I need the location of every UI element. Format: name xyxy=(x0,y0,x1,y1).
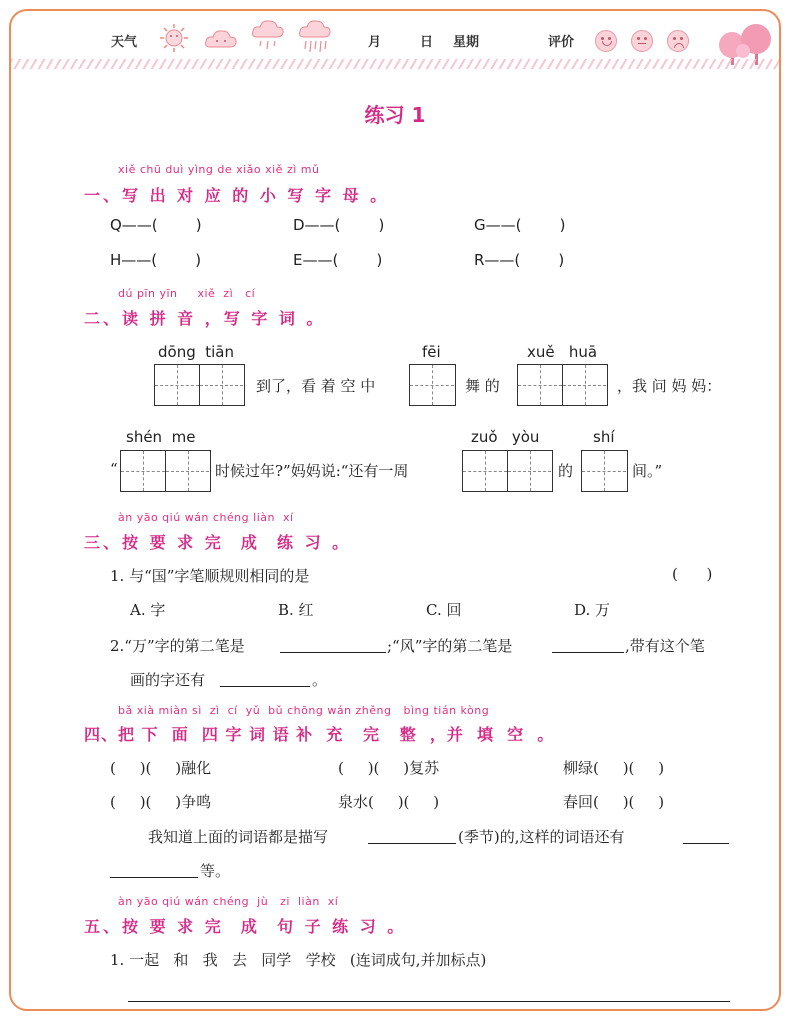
writing-box-zuoyou[interactable] xyxy=(462,450,553,492)
sec4-pinyin: bǎ xià miàn sì zì cí yǔ bǔ chōng wán zhěng bìng tián kòng xyxy=(118,704,490,717)
pinyin-dongtian: dōng tiān xyxy=(158,343,235,361)
option-d[interactable]: D. 万 xyxy=(574,601,611,619)
sec5-pinyin: àn yāo qiú wán chéng jù zi liàn xí xyxy=(118,895,339,908)
sec1-heading: 一、写 出 对 应 的 小 写 字 母 。 xyxy=(84,186,390,205)
sec4-heading: 四、把 下 面 四 字 词 语 补 充 完 整 ，并 填 空 。 xyxy=(84,725,555,744)
sec3-q1: 1. 与“国”字笔顺规则相同的是 xyxy=(110,567,310,585)
sec3-q2-part-e: 。 xyxy=(312,671,328,689)
sec4-fill-part-1: 我知道上面的词语都是描写 xyxy=(148,828,329,846)
idiom-fusu[interactable]: ( )( )复苏 xyxy=(338,759,440,777)
pinyin-shenme: shén me xyxy=(126,428,196,446)
quote-open: “ xyxy=(110,460,118,478)
sec3-q2-part-d: 画的字还有 xyxy=(130,671,206,689)
sentence-part-3: ，我 问 妈 妈： xyxy=(617,377,722,395)
option-c[interactable]: C. 回 xyxy=(426,601,462,619)
worksheet-frame xyxy=(9,9,781,1011)
sec1-item-e[interactable]: E——( ) xyxy=(293,251,383,269)
pinyin-fei: fēi xyxy=(422,343,441,361)
rain-cloud-icon xyxy=(251,19,285,55)
neutral-face-icon[interactable] xyxy=(631,30,653,52)
option-b[interactable]: B. 红 xyxy=(278,601,314,619)
sentence-part-1: 到了，看 着 空 中 xyxy=(256,377,376,395)
answer-line-sentence[interactable] xyxy=(128,1001,730,1002)
option-a[interactable]: A. 字 xyxy=(130,601,166,619)
idiom-liulv[interactable]: 柳绿( )( ) xyxy=(563,759,665,777)
cloud-icon xyxy=(204,27,238,51)
writing-box-dongtian[interactable] xyxy=(154,364,245,406)
sec3-heading: 三、按 要 求 完 成 练 习 。 xyxy=(84,533,352,552)
grass-border xyxy=(11,59,779,69)
sec3-pinyin: àn yāo qiú wán chéng liàn xí xyxy=(118,511,294,524)
sad-face-icon[interactable] xyxy=(667,30,689,52)
sentence-part-6: 间。” xyxy=(632,462,663,480)
sec2-heading: 二、读 拼 音 ，写 字 词 。 xyxy=(84,309,326,328)
rating-label: 评价 xyxy=(548,35,575,50)
answer-line-wan[interactable] xyxy=(280,652,386,653)
sun-icon xyxy=(159,23,189,53)
sec1-item-g[interactable]: G——( ) xyxy=(474,216,566,234)
header-bar xyxy=(11,11,779,67)
answer-line-chars[interactable] xyxy=(220,686,310,687)
sec3-q2-part-b: ;“风”字的第二笔是 xyxy=(387,637,513,655)
answer-line-season[interactable] xyxy=(368,843,456,844)
heavy-rain-cloud-icon xyxy=(298,19,332,57)
sec1-item-d[interactable]: D——( ) xyxy=(293,216,385,234)
sec4-fill-part-2: (季节)的,这样的词语还有 xyxy=(458,828,625,846)
idiom-chunhui[interactable]: 春回( )( ) xyxy=(563,793,665,811)
idiom-zhengming[interactable]: ( )( )争鸣 xyxy=(110,793,212,811)
sec2-pinyin: dú pīn yīn xiě zì cí xyxy=(118,287,256,300)
writing-box-shi[interactable] xyxy=(581,450,628,492)
month-label: 月 xyxy=(368,35,382,50)
day-label: 日 xyxy=(420,35,434,50)
sec4-fill-part-3: 等。 xyxy=(200,862,231,880)
week-label: 星期 xyxy=(453,35,480,50)
sec1-item-r[interactable]: R——( ) xyxy=(474,251,565,269)
answer-line-feng[interactable] xyxy=(552,652,624,653)
sec5-q1: 1. 一起 和 我 去 同学 学校 (连词成句,并加标点) xyxy=(110,951,487,969)
pinyin-xuehua: xuě huā xyxy=(527,343,598,361)
writing-box-fei[interactable] xyxy=(409,364,456,406)
writing-box-xuehua[interactable] xyxy=(517,364,608,406)
writing-box-shenme[interactable] xyxy=(120,450,211,492)
sentence-part-5: 的 xyxy=(558,462,574,480)
sec3-q2-part-a: 2.“万”字的第二笔是 xyxy=(110,637,245,655)
answer-line-more-1[interactable] xyxy=(683,843,729,844)
sec3-q1-answer[interactable]: ( ) xyxy=(672,565,713,583)
page-title: 练习 1 xyxy=(364,103,426,127)
answer-line-more-2[interactable] xyxy=(110,877,198,878)
pinyin-zuoyou: zuǒ yòu xyxy=(471,428,540,446)
sentence-part-2: 舞 的 xyxy=(465,377,500,395)
sec1-item-h[interactable]: H——( ) xyxy=(110,251,202,269)
smile-face-icon[interactable] xyxy=(595,30,617,52)
sentence-part-4: 时候过年?”妈妈说:“还有一周 xyxy=(215,462,409,480)
sec1-item-q[interactable]: Q——( ) xyxy=(110,216,202,234)
weather-label: 天气 xyxy=(111,35,138,50)
idiom-rhua[interactable]: ( )( )融化 xyxy=(110,759,212,777)
idiom-quanshui[interactable]: 泉水( )( ) xyxy=(338,793,440,811)
pinyin-shi: shí xyxy=(593,428,615,446)
sec1-pinyin: xiě chū duì yìng de xiǎo xiě zì mǔ xyxy=(118,163,320,176)
sec5-heading: 五、按 要 求 完 成 句 子 练 习 。 xyxy=(84,917,407,936)
sec3-q2-part-c: ,带有这个笔 xyxy=(625,637,705,655)
